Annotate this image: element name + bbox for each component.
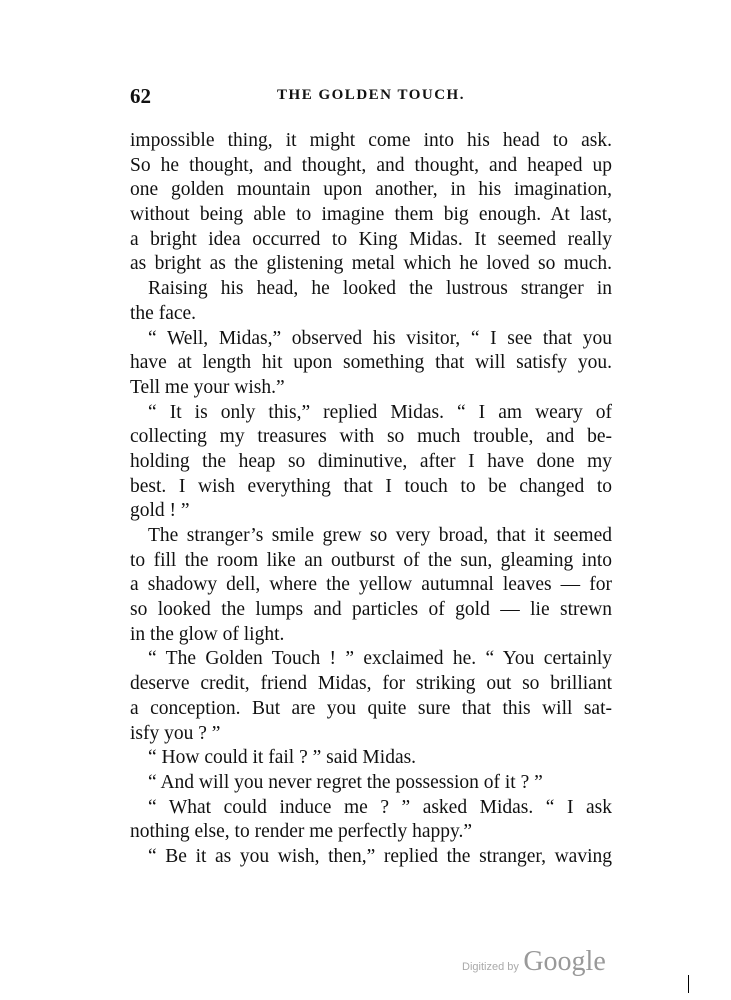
text-line: collecting my treasures with so much trouble, and be- (130, 426, 612, 448)
text-line: “ Be it as you wish, then,” replied the stranger, waving (148, 845, 612, 867)
text-line: deserve credit, friend Midas, for striking out so brilliant (130, 673, 612, 695)
text-line: one golden mountain upon another, in his imagination, (130, 179, 612, 201)
text-line: a conception. But are you quite sure that this will sat- (130, 697, 612, 719)
text-line: as bright as the glistening metal which he loved so much. (130, 253, 612, 275)
text-line: best. I wish everything that I touch to be changed to (130, 475, 612, 497)
page-body-text (130, 129, 612, 870)
text-line: have at length hit upon something that will satisfy you. (130, 352, 612, 374)
text-line: to fill the room like an outburst of the sun, gleaming into (130, 549, 612, 571)
digitized-by-label: Digitized by (462, 961, 519, 973)
text-line: a bright idea occurred to King Midas. It seemed really (130, 228, 612, 250)
text-line: “ What could induce me ? ” asked Midas. “ I ask (148, 796, 612, 818)
page-number: 62 (130, 84, 151, 108)
text-line: in the glow of light. (130, 623, 285, 645)
text-line: gold ! ” (130, 500, 190, 522)
running-title: THE GOLDEN TOUCH. (277, 87, 465, 103)
text-line: So he thought, and thought, and thought, and heaped up (130, 154, 612, 176)
text-line: “ The Golden Touch ! ” exclaimed he. “ You certainly (148, 648, 612, 670)
text-line: holding the heap so diminutive, after I have done my (130, 450, 612, 472)
text-line: The stranger’s smile grew so very broad, that it seemed (148, 525, 612, 546)
text-line: so looked the lumps and particles of gold — lie strewn (130, 599, 612, 621)
text-line: nothing else, to render me perfectly happy.” (130, 821, 473, 843)
text-line: “ Well, Midas,” observed his visitor, “ I see that you (148, 327, 612, 349)
text-line: “ And will you never regret the possession of it ? ” (148, 771, 543, 793)
digitized-watermark (462, 946, 606, 978)
google-logo-text: Google (523, 946, 606, 977)
running-header (130, 84, 612, 110)
scan-artifact (685, 975, 689, 993)
text-line: “ How could it fail ? ” said Midas. (148, 747, 417, 769)
text-line: “ It is only this,” replied Midas. “ I am weary of (148, 401, 612, 423)
text-line: a shadowy dell, where the yellow autumnal leaves — for (130, 574, 612, 596)
text-line: the face. (130, 302, 197, 324)
text-line: impossible thing, it might come into his head to ask. (130, 130, 612, 151)
text-line: Raising his head, he looked the lustrous stranger in (148, 278, 612, 300)
text-line: isfy you ? ” (130, 722, 221, 744)
text-line: Tell me your wish.” (130, 376, 285, 398)
text-line: without being able to imagine them big enough. At last, (130, 204, 612, 226)
